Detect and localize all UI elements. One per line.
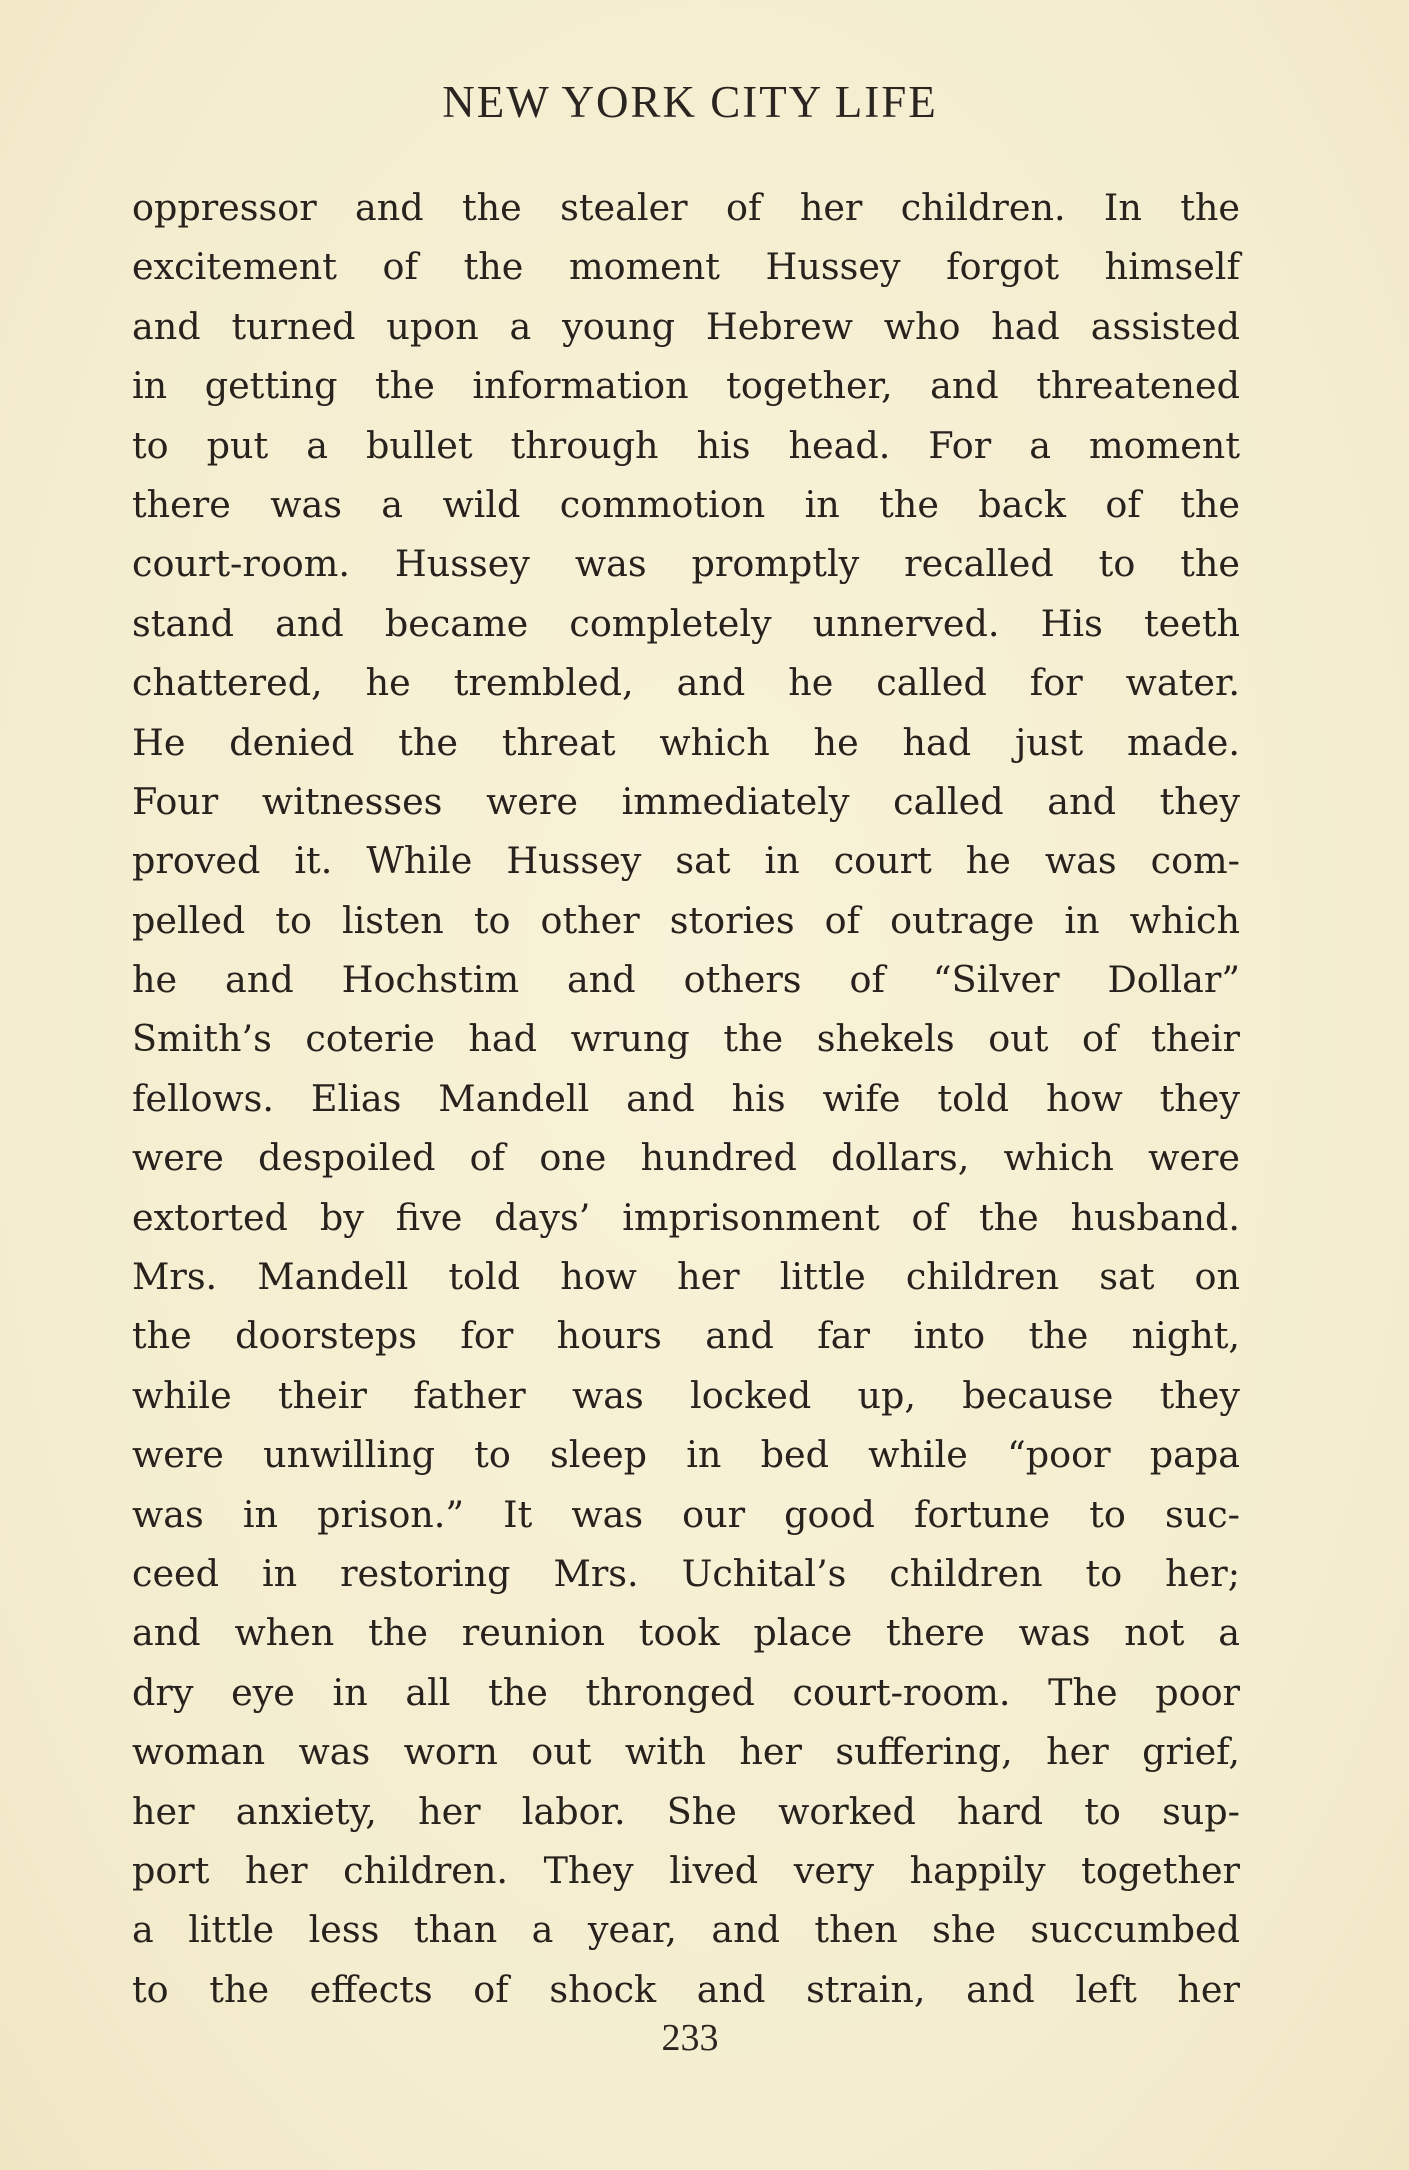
text-line: her anxiety, her labor. She worked hard to sup-: [132, 1789, 1240, 1833]
text-line: stand and became completely unnerved. His teeth: [132, 601, 1240, 645]
text-line: were despoiled of one hundred dollars, which were: [132, 1136, 1240, 1180]
text-line: oppressor and the stealer of her children. In the: [132, 186, 1240, 229]
text-line: dry eye in all the thronged court-room. The poor: [132, 1670, 1240, 1714]
text-line: Smith’s coterie had wrung the shekels out of their: [132, 1017, 1240, 1061]
text-line: a little less than a year, and then she succumbed: [132, 1908, 1240, 1952]
text-line: chattered, he trembled, and he called for water.: [132, 661, 1240, 705]
text-line: Four witnesses were immediately called and they: [132, 779, 1240, 823]
text-line: the doorsteps for hours and far into the night,: [132, 1314, 1240, 1358]
running-head: NEW YORK CITY LIFE: [442, 77, 938, 127]
text-line: he and Hochstim and others of “Silver Dollar”: [132, 958, 1240, 1002]
text-line: fellows. Elias Mandell and his wife told how they: [132, 1076, 1240, 1120]
text-line: in getting the information together, and threatened: [132, 364, 1240, 408]
text-line: to put a bullet through his head. For a moment: [132, 423, 1240, 467]
text-line: extorted by five days’ imprisonment of the husband.: [132, 1195, 1240, 1239]
text-line: excitement of the moment Hussey forgot himself: [132, 245, 1240, 289]
text-line: Mrs. Mandell told how her little children sat on: [132, 1255, 1240, 1299]
text-line: to the effects of shock and strain, and left her: [132, 1967, 1240, 2011]
text-line: proved it. While Hussey sat in court he was com-: [132, 839, 1240, 883]
text-line: He denied the threat which he had just made.: [132, 720, 1240, 764]
text-line: pelled to listen to other stories of outrage in which: [132, 898, 1240, 942]
text-line: there was a wild commotion in the back of the: [132, 482, 1240, 526]
text-line: court-room. Hussey was promptly recalled to the: [132, 542, 1240, 586]
body-text: [132, 178, 1240, 2019]
text-line: and turned upon a young Hebrew who had assisted: [132, 304, 1240, 348]
text-line: woman was worn out with her suffering, her grief,: [132, 1730, 1240, 1774]
text-line: and when the reunion took place there was not a: [132, 1611, 1240, 1655]
page-number: 233: [661, 2017, 719, 2059]
text-line: while their father was locked up, because they: [132, 1373, 1240, 1417]
text-line: ceed in restoring Mrs. Uchital’s children to her;: [132, 1551, 1240, 1595]
text-line: port her children. They lived very happily together: [132, 1848, 1240, 1892]
text-line: was in prison.” It was our good fortune to suc-: [132, 1492, 1240, 1536]
text-line: were unwilling to sleep in bed while “poor papa: [132, 1433, 1240, 1477]
